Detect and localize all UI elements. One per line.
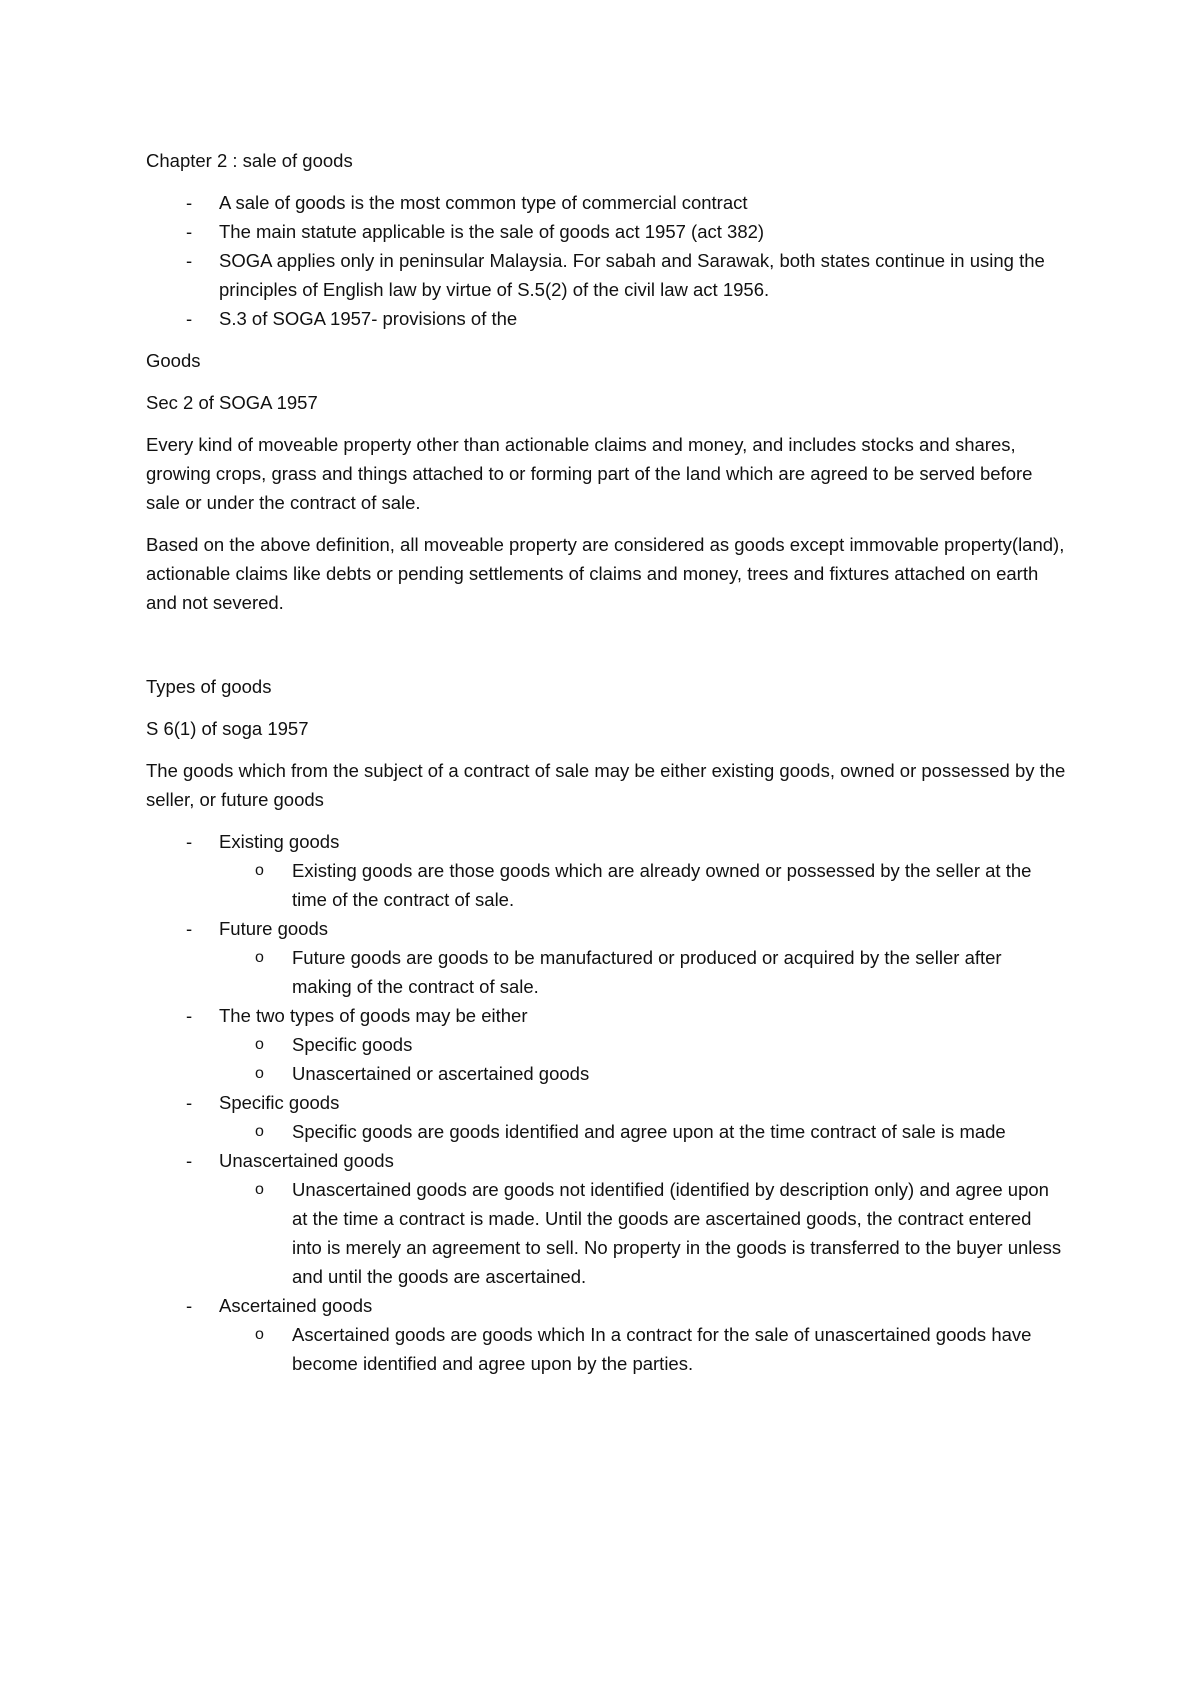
dash-bullet: -	[186, 308, 193, 329]
document-page	[146, 146, 1066, 1391]
dash-bullet: -	[186, 1150, 193, 1171]
list-item-label: Future goods	[219, 918, 329, 939]
circle-bullet: o	[255, 1326, 264, 1343]
sub-list-item	[219, 1030, 1066, 1059]
list-item-label: Ascertained goods	[219, 1295, 373, 1316]
dash-bullet: -	[186, 918, 193, 939]
list-item-text: SOGA applies only in peninsular Malaysia. For sabah and Sarawak, both states continue in using the principles of English law by virtue of S.5(2) of the civil law act 1956.	[219, 250, 1045, 300]
sub-list-item-text: Unascertained goods are goods not identified (identified by description only) and agree upon at the time a contract is made. Until the goods are ascertained goods, the contract entered into is merely an agreement to sell. No property in the goods is transferred to the buyer unless and until the goods are ascertained.	[292, 1179, 1062, 1287]
dash-bullet: -	[186, 1005, 193, 1026]
s6-heading: S 6(1) of soga 1957	[146, 718, 309, 739]
list-item	[146, 217, 1066, 246]
sub-list-item-text: Future goods are goods to be manufactured or produced or acquired by the seller after making of the contract of sale.	[292, 947, 1002, 997]
dash-bullet: -	[186, 1092, 193, 1113]
list-item	[146, 188, 1066, 217]
list-item-label: The two types of goods may be either	[219, 1005, 528, 1026]
list-item	[146, 1001, 1066, 1088]
dash-bullet: -	[186, 221, 193, 242]
sub-list-item	[219, 1175, 1066, 1291]
list-item-label: Existing goods	[219, 831, 340, 852]
chapter-title: Chapter 2 : sale of goods	[146, 150, 353, 171]
list-item-text: The main statute applicable is the sale of goods act 1957 (act 382)	[219, 221, 765, 242]
sub-list-item-text: Specific goods	[292, 1034, 413, 1055]
sub-list-item-text: Unascertained or ascertained goods	[292, 1063, 590, 1084]
circle-bullet: o	[255, 1065, 264, 1082]
sub-list-item	[219, 856, 1066, 914]
list-item-text: A sale of goods is the most common type of commercial contract	[219, 192, 748, 213]
goods-heading: Goods	[146, 350, 201, 371]
list-item	[146, 246, 1066, 304]
circle-bullet: o	[255, 1036, 264, 1053]
list-item-label: Unascertained goods	[219, 1150, 394, 1171]
blank-line	[146, 630, 1066, 672]
list-item	[146, 304, 1066, 333]
circle-bullet: o	[255, 862, 264, 879]
sub-list	[219, 943, 1066, 1001]
types-list	[146, 827, 1066, 1378]
definition-paragraph: Every kind of moveable property other than actionable claims and money, and includes stocks and shares, growing crops, grass and things attached to or forming part of the land which are agreed to be served before sale or under the contract of sale.	[146, 434, 1033, 513]
sub-list-item-text: Specific goods are goods identified and agree upon at the time contract of sale is made	[292, 1121, 1006, 1142]
list-item	[146, 827, 1066, 914]
sub-list	[219, 1117, 1066, 1146]
list-item	[146, 1291, 1066, 1378]
dash-bullet: -	[186, 192, 193, 213]
list-item	[146, 1146, 1066, 1291]
sub-list	[219, 1320, 1066, 1378]
sec2-heading: Sec 2 of SOGA 1957	[146, 392, 318, 413]
sub-list-item-text: Existing goods are those goods which are already owned or possessed by the seller at the time of the contract of sale.	[292, 860, 1032, 910]
sub-list-item	[219, 1320, 1066, 1378]
list-item	[146, 914, 1066, 1001]
circle-bullet: o	[255, 1123, 264, 1140]
sub-list	[219, 1175, 1066, 1291]
circle-bullet: o	[255, 949, 264, 966]
sub-list	[219, 856, 1066, 914]
circle-bullet: o	[255, 1181, 264, 1198]
sub-list-item-text: Ascertained goods are goods which In a contract for the sale of unascertained goods have become identified and agree upon by the parties.	[292, 1324, 1032, 1374]
list-item-text: S.3 of SOGA 1957- provisions of the	[219, 308, 518, 329]
s6-paragraph: The goods which from the subject of a contract of sale may be either existing goods, owned or possessed by the seller, or future goods	[146, 760, 1066, 810]
intro-list	[146, 188, 1066, 333]
sub-list-item	[219, 1117, 1066, 1146]
dash-bullet: -	[186, 250, 193, 271]
sub-list-item	[219, 1059, 1066, 1088]
sub-list-item	[219, 943, 1066, 1001]
list-item-label: Specific goods	[219, 1092, 340, 1113]
based-paragraph: Based on the above definition, all moveable property are considered as goods except immovable property(land), actionable claims like debts or pending settlements of claims and money, trees and fixtures attached on earth and not severed.	[146, 534, 1065, 613]
dash-bullet: -	[186, 1295, 193, 1316]
sub-list	[219, 1030, 1066, 1088]
dash-bullet: -	[186, 831, 193, 852]
types-heading: Types of goods	[146, 676, 272, 697]
list-item	[146, 1088, 1066, 1146]
